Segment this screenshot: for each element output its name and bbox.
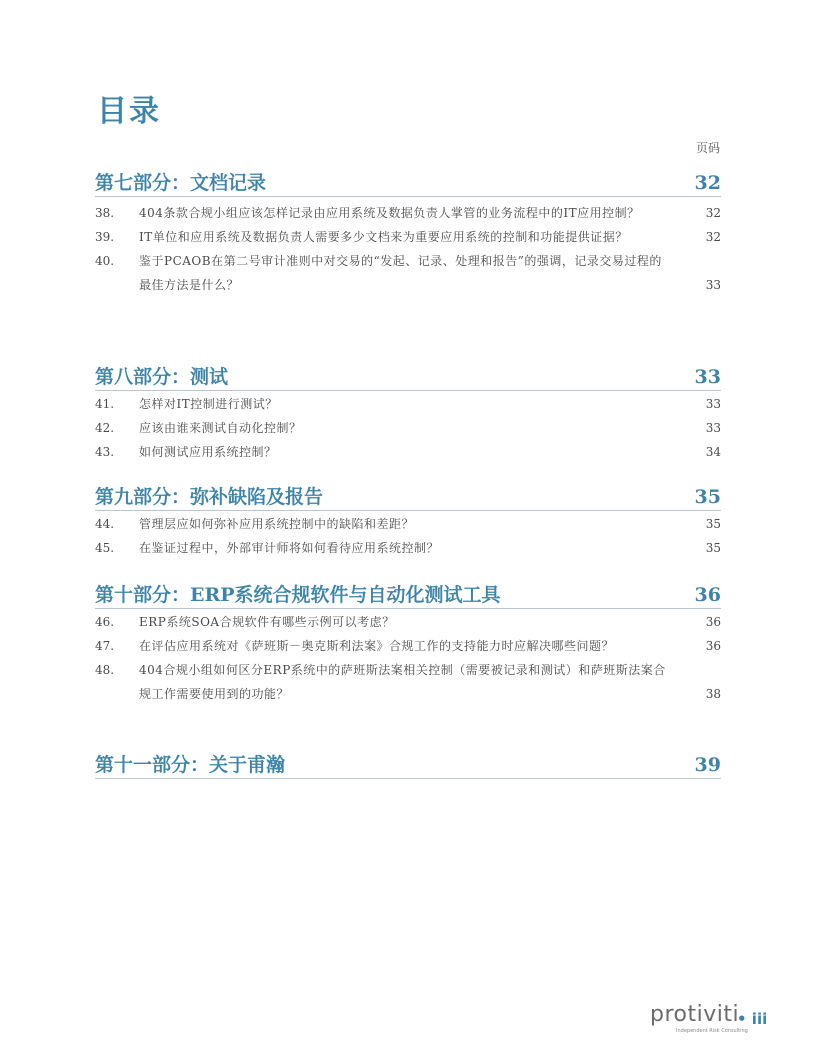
toc-item-43[interactable]: 43. 如何测试应用系统控制？ 34 <box>95 445 721 459</box>
toc-item-48[interactable]: 48. 404合规小组如何区分ERP系统中的萨班斯法案相关控制（需要被记录和测试）和萨班斯法案合规工作需要使用到的功能？ 38 <box>95 663 721 701</box>
toc-item-47[interactable]: 47. 在评估应用系统对《萨班斯－奥克斯利法案》合规工作的支持能力时应解决哪些问题？ 36 <box>95 639 721 653</box>
toc-item-41[interactable]: 41. 怎样对IT控制进行测试？ 33 <box>95 397 721 411</box>
section-heading[interactable]: 第十一部分：关于甫瀚 39 <box>95 750 721 779</box>
toc-section-8 <box>95 362 721 464</box>
toc-item-46[interactable]: 46. ERP系统SOA合规软件有哪些示例可以考虑？ 36 <box>95 615 721 629</box>
toc-section-10 <box>95 580 721 706</box>
section-heading[interactable]: 第十部分：ERP系统合规软件与自动化测试工具 36 <box>95 580 721 609</box>
page-title: 目录 <box>97 94 161 129</box>
page-number: • iii <box>737 1010 768 1028</box>
toc-item-40[interactable]: 40. 鉴于PCAOB在第二号审计准则中对交易的“发起、记录、处理和报告”的强调，记录交易过程的最佳方法是什么？ 33 <box>95 254 721 292</box>
toc-item-38[interactable]: 38. 404条款合规小组应该怎样记录由应用系统及数据负责人掌管的业务流程中的IT应用控制？ 32 <box>95 206 721 220</box>
toc-item-44[interactable]: 44. 管理层应如何弥补应用系统控制中的缺陷和差距？ 35 <box>95 517 721 531</box>
toc-section-7 <box>95 168 721 297</box>
section-heading[interactable]: 第八部分：测试 33 <box>95 362 721 391</box>
toc-section-11 <box>95 750 721 779</box>
section-heading[interactable]: 第九部分：弥补缺陷及报告 35 <box>95 482 721 511</box>
protiviti-logo: protiviti Independent Risk Consulting <box>650 1002 748 1034</box>
toc-item-45[interactable]: 45. 在鉴证过程中，外部审计师将如何看待应用系统控制？ 35 <box>95 541 721 555</box>
toc-item-42[interactable]: 42. 应该由谁来测试自动化控制？ 33 <box>95 421 721 435</box>
section-heading[interactable]: 第七部分：文档记录 32 <box>95 168 721 197</box>
toc-item-39[interactable]: 39. IT单位和应用系统及数据负责人需要多少文档来为重要应用系统的控制和功能提供证据？ 32 <box>95 230 721 244</box>
toc-section-9 <box>95 482 721 560</box>
page-column-label: 页码 <box>695 141 720 155</box>
